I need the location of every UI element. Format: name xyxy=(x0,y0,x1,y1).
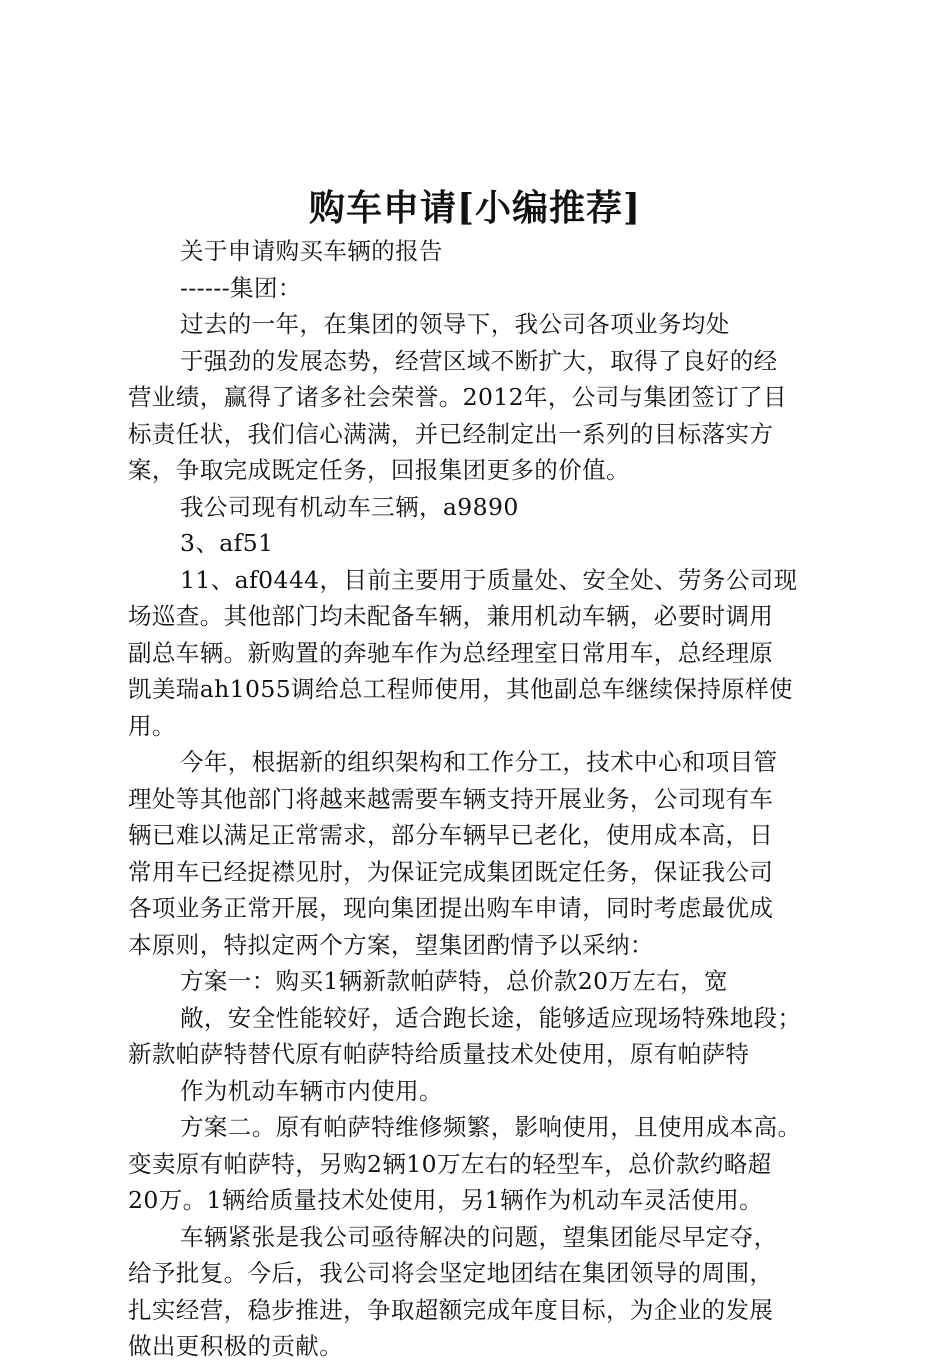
text-line: 凯美瑞ah1055调给总工程师使用，其他副总车继续保持原样使 xyxy=(128,675,793,703)
text-line: 扎实经营，稳步推进，争取超额完成年度目标，为企业的发展 xyxy=(128,1295,774,1324)
text-line: 作为机动车辆市内使用。 xyxy=(180,1076,443,1105)
text-line: 今年，根据新的组织架构和工作分工，技术中心和项目管 xyxy=(180,748,778,776)
text-line: 于强劲的发展态势，经营区域不断扩大，取得了良好的经 xyxy=(180,346,778,375)
text-line: 敞，安全性能较好，适合跑长途，能够适应现场特殊地段； xyxy=(180,1003,802,1032)
text-line: 11、af0444，目前主要用于质量处、安全处、劳务公司现 xyxy=(180,565,798,594)
text-line: 20万。1辆给质量技术处使用，另1辆作为机动车灵活使用。 xyxy=(128,1186,764,1214)
text-line: 标责任状，我们信心满满，并已经制定出一系列的目标落实方 xyxy=(128,419,774,448)
salutation: ------集团： xyxy=(180,273,302,302)
document-title: 购车申请[小编推荐] xyxy=(308,187,642,229)
text-line: 场巡查。其他部门均未配备车辆，兼用机动车辆，必要时调用 xyxy=(128,602,774,630)
plan-one-line: 方案一：购买1辆新款帕萨特，总价款20万左右，宽 xyxy=(180,967,728,995)
text-line: 给予批复。今后，我公司将会坚定地团结在集团领导的周围， xyxy=(128,1259,774,1287)
document-body xyxy=(128,233,848,1365)
text-line: 我公司现有机动车三辆，a9890 xyxy=(180,492,519,521)
text-line: 车辆紧张是我公司亟待解决的问题，望集团能尽早定夺， xyxy=(180,1222,778,1251)
text-line: 过去的一年，在集团的领导下，我公司各项业务均处 xyxy=(180,310,730,338)
text-line: 辆已难以满足正常需求，部分车辆早已老化，使用成本高，日 xyxy=(128,821,774,849)
text-line: 营业绩，赢得了诸多社会荣誉。2012年，公司与集团签订了目 xyxy=(128,383,787,411)
text-line: 本原则，特拟定两个方案，望集团酌情予以采纳： xyxy=(128,930,654,959)
plan-two-line: 方案二。原有帕萨特维修频繁，影响使用，且使用成本高。 xyxy=(180,1113,802,1141)
text-line: 用。 xyxy=(128,711,176,740)
text-line: 理处等其他部门将越来越需要车辆支持开展业务，公司现有车 xyxy=(128,784,774,813)
text-line: 做出更积极的贡献。 xyxy=(128,1332,344,1360)
text-line: 副总车辆。新购置的奔驰车作为总经理室日常用车，总经理原 xyxy=(128,638,774,667)
text-line: 新款帕萨特替代原有帕萨特给质量技术处使用，原有帕萨特 xyxy=(128,1040,750,1068)
text-line: 案，争取完成既定任务，回报集团更多的价值。 xyxy=(128,456,630,484)
text-line: 变卖原有帕萨特，另购2辆10万左右的轻型车，总价款约略超 xyxy=(128,1149,772,1178)
report-heading: 关于申请购买车辆的报告 xyxy=(180,237,443,265)
text-line: 各项业务正常开展，现向集团提出购车申请，同时考虑最优成 xyxy=(128,894,774,922)
text-line: 常用车已经捉襟见肘，为保证完成集团既定任务，保证我公司 xyxy=(128,857,774,886)
text-line: 3、af51 xyxy=(180,529,274,557)
